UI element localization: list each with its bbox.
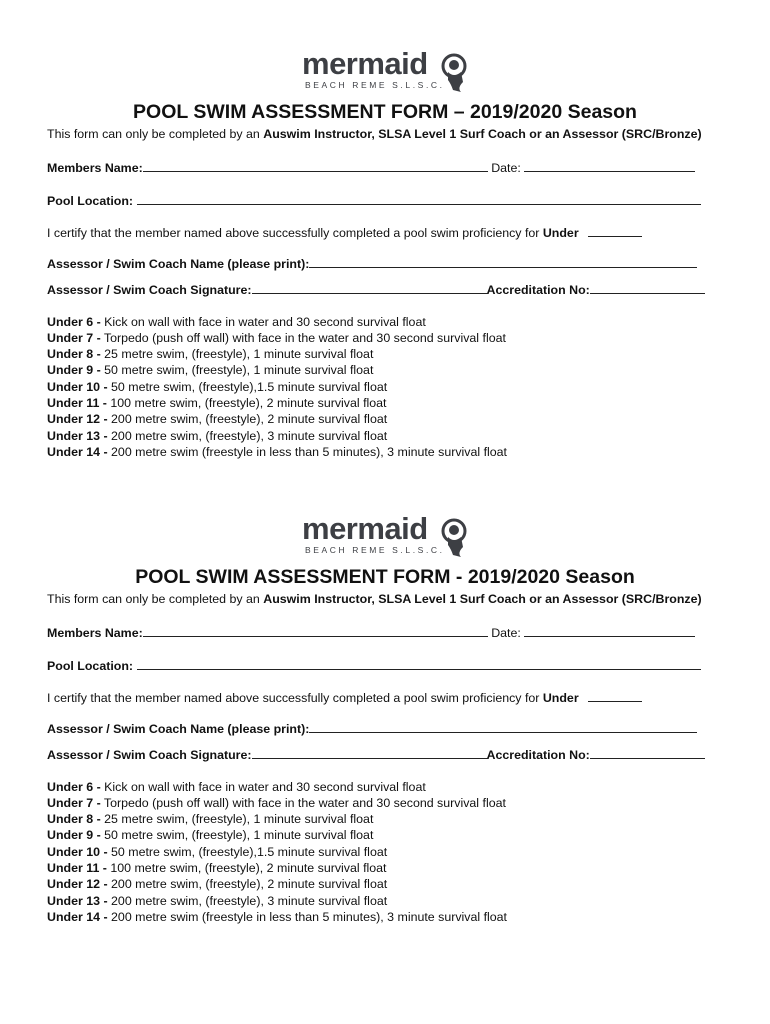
members-name-row bbox=[47, 159, 695, 176]
assessment-form-2 bbox=[0, 513, 770, 983]
accreditation-label: Accreditation No: bbox=[486, 283, 590, 297]
requirement-level: Under 7 - bbox=[47, 796, 101, 810]
pool-location-label: Pool Location: bbox=[47, 659, 134, 673]
certify-under-label: Under bbox=[542, 226, 579, 240]
certify-under-input[interactable] bbox=[588, 224, 642, 237]
assessor-signature-row bbox=[47, 746, 705, 763]
date-input[interactable] bbox=[524, 159, 695, 172]
list-item bbox=[47, 379, 387, 395]
pool-location-input[interactable] bbox=[137, 657, 701, 670]
list-item bbox=[47, 844, 387, 860]
assessor-signature-input[interactable] bbox=[252, 281, 487, 294]
members-name-label: Members Name: bbox=[47, 626, 143, 640]
requirement-description: 50 metre swim, (freestyle), 1 minute survival float bbox=[100, 363, 374, 377]
mermaid-emblem-icon bbox=[439, 517, 469, 557]
list-item bbox=[47, 314, 426, 330]
form-subtitle bbox=[47, 591, 702, 607]
requirement-description: 100 metre swim, (freestyle), 2 minute survival float bbox=[106, 861, 387, 875]
subtitle-qualifications: Auswim Instructor, SLSA Level 1 Surf Coach or an Assessor (SRC/Bronze) bbox=[263, 127, 702, 141]
requirement-level: Under 10 - bbox=[47, 845, 108, 859]
requirement-description: 200 metre swim, (freestyle), 3 minute survival float bbox=[107, 894, 388, 908]
requirement-description: 50 metre swim, (freestyle), 1 minute survival float bbox=[100, 828, 374, 842]
requirement-description: 50 metre swim, (freestyle),1.5 minute survival float bbox=[107, 845, 388, 859]
requirement-level: Under 13 - bbox=[47, 894, 108, 908]
subtitle-text: This form can only be completed by an bbox=[47, 127, 264, 141]
requirement-level: Under 12 - bbox=[47, 412, 108, 426]
date-label: Date: bbox=[491, 161, 521, 175]
certify-under-label: Under bbox=[542, 691, 579, 705]
list-item bbox=[47, 411, 387, 427]
list-item bbox=[47, 330, 506, 346]
mermaid-emblem-icon bbox=[439, 52, 469, 92]
list-item bbox=[47, 346, 373, 362]
list-item bbox=[47, 428, 387, 444]
requirement-level: Under 6 - bbox=[47, 780, 101, 794]
requirement-level: Under 14 - bbox=[47, 445, 108, 459]
pool-location-input[interactable] bbox=[137, 192, 701, 205]
assessor-name-label: Assessor / Swim Coach Name (please print): bbox=[47, 257, 310, 271]
requirement-description: 200 metre swim (freestyle in less than 5 minutes), 3 minute survival float bbox=[107, 910, 508, 924]
requirement-level: Under 8 - bbox=[47, 347, 101, 361]
requirement-level: Under 13 - bbox=[47, 429, 108, 443]
list-item bbox=[47, 362, 373, 378]
club-logo bbox=[302, 48, 472, 94]
pool-location-label: Pool Location: bbox=[47, 194, 134, 208]
assessor-name-row bbox=[47, 720, 697, 737]
list-item bbox=[47, 779, 426, 795]
requirement-description: Torpedo (push off wall) with face in the water and 30 second survival float bbox=[100, 796, 506, 810]
logo-subtitle: BEACH REME S.L.S.C. bbox=[305, 80, 445, 90]
requirement-description: 200 metre swim, (freestyle), 2 minute survival float bbox=[107, 877, 388, 891]
list-item bbox=[47, 909, 507, 925]
date-label: Date: bbox=[491, 626, 521, 640]
list-item bbox=[47, 395, 387, 411]
assessor-name-input[interactable] bbox=[309, 720, 697, 733]
members-name-input[interactable] bbox=[143, 624, 488, 637]
requirement-description: Kick on wall with face in water and 30 second survival float bbox=[100, 780, 426, 794]
requirement-level: Under 9 - bbox=[47, 363, 101, 377]
certify-text: I certify that the member named above successfully completed a pool swim proficiency for bbox=[47, 226, 543, 240]
assessor-signature-label: Assessor / Swim Coach Signature: bbox=[47, 748, 252, 762]
certify-under-input[interactable] bbox=[588, 689, 642, 702]
list-item bbox=[47, 893, 387, 909]
subtitle-text: This form can only be completed by an bbox=[47, 592, 264, 606]
requirement-level: Under 11 - bbox=[47, 396, 107, 410]
requirement-description: 50 metre swim, (freestyle),1.5 minute survival float bbox=[107, 380, 388, 394]
date-input[interactable] bbox=[524, 624, 695, 637]
assessment-form-1 bbox=[0, 48, 770, 518]
members-name-label: Members Name: bbox=[47, 161, 143, 175]
list-item bbox=[47, 444, 507, 460]
requirement-level: Under 7 - bbox=[47, 331, 101, 345]
form-subtitle bbox=[47, 126, 702, 142]
logo-wordmark: mermaid bbox=[302, 46, 428, 81]
requirement-level: Under 14 - bbox=[47, 910, 108, 924]
requirement-level: Under 8 - bbox=[47, 812, 101, 826]
requirement-description: 200 metre swim (freestyle in less than 5 minutes), 3 minute survival float bbox=[107, 445, 508, 459]
pool-location-row bbox=[47, 192, 701, 209]
assessor-name-input[interactable] bbox=[309, 255, 697, 268]
pool-location-row bbox=[47, 657, 701, 674]
requirement-description: Kick on wall with face in water and 30 second survival float bbox=[100, 315, 426, 329]
logo-wordmark: mermaid bbox=[302, 511, 428, 546]
subtitle-qualifications: Auswim Instructor, SLSA Level 1 Surf Coach or an Assessor (SRC/Bronze) bbox=[263, 592, 702, 606]
requirement-description: 100 metre swim, (freestyle), 2 minute survival float bbox=[106, 396, 387, 410]
form-title: POOL SWIM ASSESSMENT FORM - 2019/2020 Season bbox=[135, 566, 635, 588]
members-name-row bbox=[47, 624, 695, 641]
members-name-input[interactable] bbox=[143, 159, 488, 172]
assessor-signature-label: Assessor / Swim Coach Signature: bbox=[47, 283, 252, 297]
requirement-description: 200 metre swim, (freestyle), 3 minute survival float bbox=[107, 429, 388, 443]
accreditation-input[interactable] bbox=[590, 746, 705, 759]
requirement-description: 25 metre swim, (freestyle), 1 minute survival float bbox=[100, 347, 374, 361]
form-title: POOL SWIM ASSESSMENT FORM – 2019/2020 Season bbox=[133, 101, 637, 123]
assessor-name-label: Assessor / Swim Coach Name (please print): bbox=[47, 722, 310, 736]
logo-subtitle: BEACH REME S.L.S.C. bbox=[305, 545, 445, 555]
assessor-signature-input[interactable] bbox=[252, 746, 487, 759]
requirement-description: 200 metre swim, (freestyle), 2 minute survival float bbox=[107, 412, 388, 426]
requirement-level: Under 12 - bbox=[47, 877, 108, 891]
list-item bbox=[47, 795, 506, 811]
assessor-signature-row bbox=[47, 281, 705, 298]
requirement-level: Under 9 - bbox=[47, 828, 101, 842]
club-logo bbox=[302, 513, 472, 559]
list-item bbox=[47, 876, 387, 892]
list-item bbox=[47, 811, 373, 827]
certify-text: I certify that the member named above successfully completed a pool swim proficiency for bbox=[47, 691, 543, 705]
list-item bbox=[47, 827, 373, 843]
requirement-level: Under 6 - bbox=[47, 315, 101, 329]
accreditation-input[interactable] bbox=[590, 281, 705, 294]
requirement-description: 25 metre swim, (freestyle), 1 minute survival float bbox=[100, 812, 374, 826]
requirement-description: Torpedo (push off wall) with face in the water and 30 second survival float bbox=[100, 331, 506, 345]
requirement-level: Under 10 - bbox=[47, 380, 108, 394]
certify-row bbox=[47, 224, 642, 241]
certify-row bbox=[47, 689, 642, 706]
assessor-name-row bbox=[47, 255, 697, 272]
requirement-level: Under 11 - bbox=[47, 861, 107, 875]
list-item bbox=[47, 860, 387, 876]
accreditation-label: Accreditation No: bbox=[486, 748, 590, 762]
